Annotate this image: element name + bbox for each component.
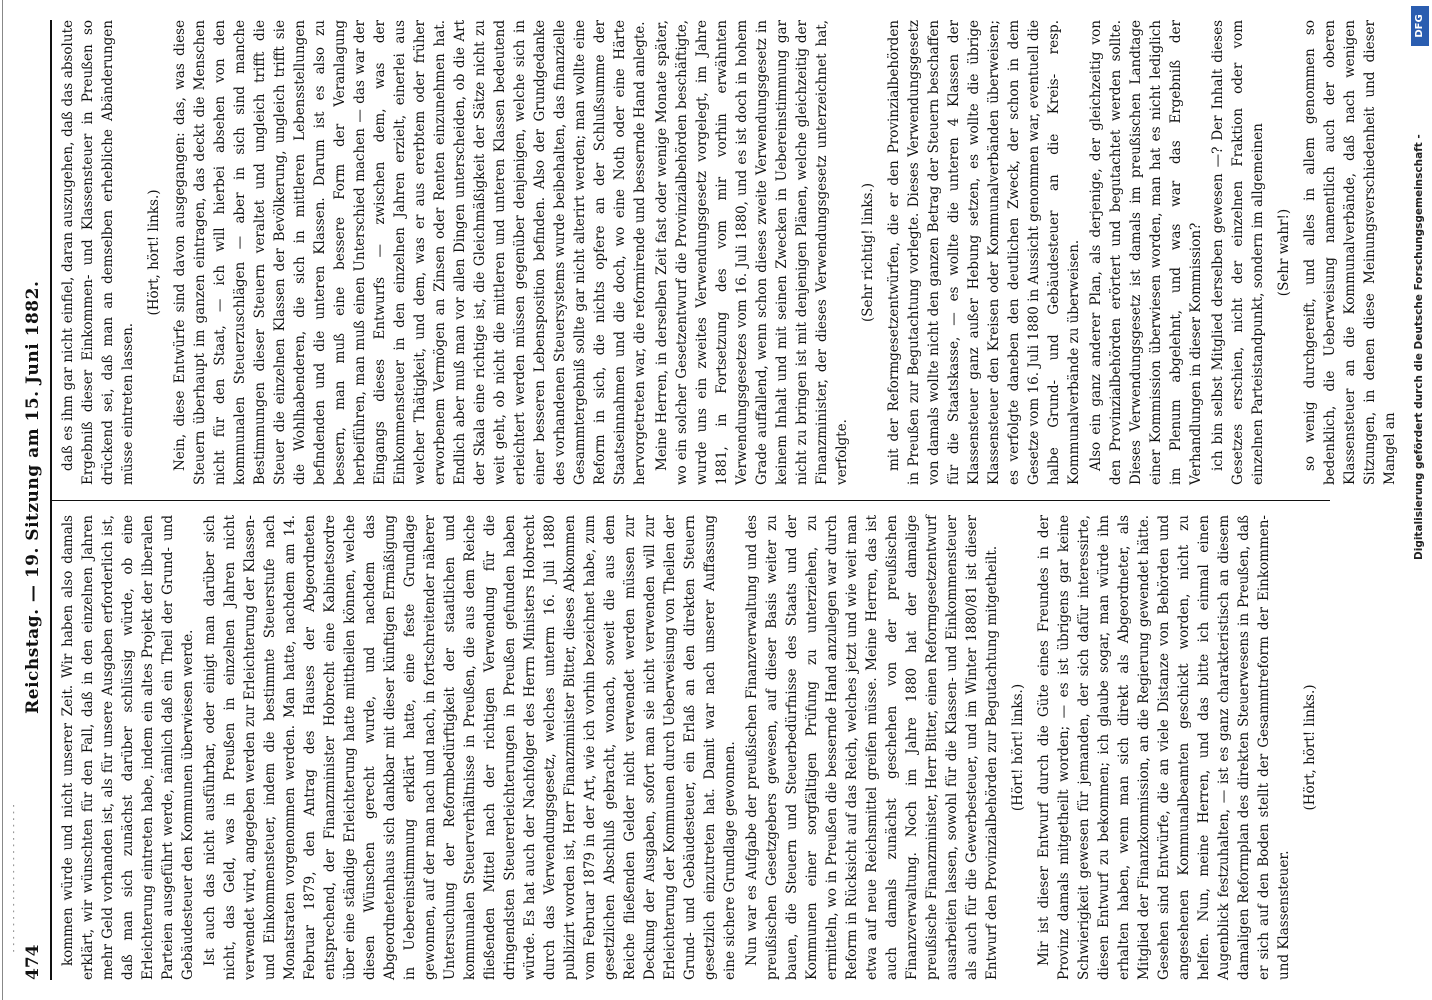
page-body bbox=[10, 20, 1398, 980]
dfg-logo bbox=[1411, 6, 1429, 46]
credit-text: Digitalisierung gefördert durch die Deutsche Forschungsgemeinschaft - bbox=[1413, 134, 1425, 560]
paragraph: Nun war es Aufgabe der preußischen Finanzverwaltung und des preußischen Gesetzgebers gewesen, auf dieser Basis weiter zu bauen, die Steuern und Steuerbedürfnisse des Staats und der Kommunen einer sorgfältigen Prüfung zu unterziehen, zu ermitteln, wo in Preußen die bessernde Hand anzulegen war durch Reform in Rücksicht auf das Reich, welches jetzt und wie weit man etwa auf neue Reichsmittel greifen müsse. Meine Herren, das ist auch damals zunächst geschehen von der preußischen Finanzverwaltung. Noch im Jahre 1880 hat der damalige preußische Finanzminister, Herr Bitter, einen Reformgesetzentwurf ausarbeiten lassen, sowohl für die Klassen- und Einkommensteuer als auch für die Gewerbesteuer, und im Winter 1880/81 ist dieser Entwurf den Provinzialbehörden zur Begutachtung mitgetheilt. bbox=[744, 515, 1000, 980]
column-left bbox=[58, 515, 1328, 980]
interjection: (Hört, hört! links.) bbox=[146, 189, 162, 316]
paragraph: kommen würde und nicht unserer Zeit. Wir haben also damals erklärt, wir wünschten für den Fall, daß in den einzelnen Jahren mehr Geld vorhanden ist, als für unsere Ausgaben erforderlich ist, daß man sich zunächst darüber schlüssig würde, ob eine Erleichterung eintreten habe, indem ein altes Projekt der liberalen Parteien ausgeführt werde, nämlich daß ein Theil der Grund- und Gebäudesteuer den Kommunen überwiesen werde. bbox=[60, 515, 196, 980]
dfg-logo-text: DFG bbox=[1414, 14, 1425, 38]
interjection: (Sehr wahr!) bbox=[1276, 208, 1292, 297]
column-divider bbox=[50, 500, 1330, 501]
interjection: (Hört! hört! links.) bbox=[1010, 683, 1026, 812]
column-right bbox=[58, 20, 1398, 485]
paragraph: Meine Herren, in derselben Zeit fast oder wenige Monate später, wo ein solcher Gesetzentwurf die Provinzialbehörden beschäftigte, wurde uns ein zweites Verwendungsgesetz vorgelegt, im Jahre 1881, in Fortsetzung des vom mir vorhin erwähnten Verwendungsgesetzes vom 16. Juli 1880, und es ist doch in hohem Grade auffallend, wenn schon dieses zweite Verwendungsgesetz in keinem Inhalt und mit seinen Zwecken in Uebereinstimmung gar nicht zu bringen ist mit denjenigen Plänen, welche gleichzeitig der Finanzminister, der dieses Verwendungsgesetz unterzeichnet hat, verfolgte. bbox=[654, 20, 850, 485]
paragraph: Ist auch das nicht ausführbar, oder einigt man darüber sich nicht, das Geld, was in Preußen in einzelnen Jahren nicht verwendet wird, angegeben werden zur Erleichterung der Klassen- und Einkommensteuer, indem die bestimmte Steuerstufe nach Monatsraten vorgenommen werden. Man hatte, nachdem am 14. Februar 1879, den Antrag des Hauses der Abgeordneten entsprechend, der Finanzminister Hobrecht eine Kabinetsordre über eine ständige Erleichterung hatte mittheilen können, welche diesen Wünschen gerecht wurde, und nachdem das Abgeordnetenhaus sich dankbar mit dieser künftigen Ermäßigung in Uebereinstimmung erklärt hatte, eine feste Grundlage gewonnen, auf der man nach und nach, in fortschreitender näherer Untersuchung der Reformbedürftigkeit der staatlichen und kommunalen Steuerverhältnisse in Preußen, die aus dem Reiche fließenden Mittel nach der richtigen Verwendung für die dringendsten Steuererleichterungen in Preußen gefunden haben würde. Es hat auch der Nachfolger des Herrn Ministers Hobrecht durch das Verwendungsgesetz, welches unterm 16. Juli 1880 publizirt worden ist, Herr Finanzminister Bitter, dieses Abkommen vom Februar 1879 in der Art, wie ich vorhin bezeichnet habe, zum gesetzlichen Abschluß gebracht, wonach, soweit die aus dem Reiche fließenden Gelder nicht verwendet werden müssen zur Deckung der Ausgaben, sofort man sie nicht verwenden will zur Erleichterung der Kommunen durch Ueberweisung von Theilen der Grund- und Gebäudesteuer, ein Erlaß an den direkten Steuern gesetzlich einzutreten hat. Damit war nach unserer Auffassung eine sichere Grundlage gewonnen. bbox=[202, 515, 738, 980]
page-number: 474 bbox=[23, 944, 43, 980]
paragraph: so wenig durchgereift, und alles in allem genommen so bedenklich, die Ueberweisung namentlich auch der oberen Klassensteuer an die Kommunalverbände, daß nach wenigen Sitzungen, in denen diese Meinungsverschiedenheit und dieser Mangel an bbox=[1302, 20, 1398, 485]
paragraph: ich bin selbst Mitglied derselben gewesen —? Der Inhalt dieses Gesetzes erschien, nicht der einzelnen Fraktion oder vom einzelnen Parteistandpunkt, sondern im allgemeinen bbox=[1210, 20, 1266, 485]
interjection: (Sehr richtig! links.) bbox=[860, 182, 876, 323]
paragraph: daß es ihm gar nicht einfiel, daran auszugehen, daß das absolute Ergebniß dieser Einkommen- und Klassensteuer in Preußen so drückend sei, daß man an demselben erhebliche Abänderungen müsse eintreten lassen. bbox=[60, 20, 136, 485]
paragraph: Nein, diese Entwürfe sind davon ausgegangen: das, was diese Steuern überhaupt im ganzen eintragen, das deckt die Menschen nicht für den Staat, — ich will hierbei absehen von den kommunalen Steuerzuschlägen — aber in sich sind manche Bestimmungen dieser Steuern veraltet und ungleich trifft die Steuer die einzelnen Klassen der Bevölkerung, ungleich trifft sie die Wohlhabenderen, die sich in mittleren Lebensstellungen befindenden und die unteren Klassen. Darum ist es also zu bessern, man muß eine bessere Form der Veranlagung herbeiführen, man muß einen Unterschied machen — das war der Eingangs dieses Entwurfs — zwischen dem, was der Einkommensteuer in den einzelnen Jahren erzielt, einerlei aus welcher Thätigkeit, und dem, was er aus ererbtem oder früher erworbenem Vermögen an Zinsen oder Renten einzunehmen hat. Endlich aber muß man vor allen Dingen unterscheiden, ob die Art der Skala eine richtige ist, die Gleichmäßigkeit der Sätze nicht zu weit geht, ob nicht die mittleren und unteren Klassen bedeutend erleichtert werden müssen gegenüber denjenigen, welche sich in einer besseren Lebensposition befinden. Also der Grundgedanke des vorhandenen Steuersystems wurde beibehalten, das finanzielle Gesammtergebniß sollte gar nicht alterirt werden; man wollte eine Reform in sich, die nichts opfere an der Schlußsumme der Staatseinnahmen und die doch, wo eine Noth oder eine Härte hervorgetreten war, die reformirende und bessernde Hand anlegte. bbox=[172, 20, 648, 485]
digitization-credit bbox=[1404, 0, 1430, 1000]
page-header bbox=[20, 20, 46, 980]
paragraph: Also ein ganz anderer Plan, als derjenige, der gleichzeitig von den Provinzialbehörden erörtert und begutachtet werden sollte. Dieses Verwendungsgesetz ist damals im preußischen Landtage einer Kommission überwiesen worden, man hat es nicht lediglich im Plenum abgelehnt, und was war das Ergebniß der Verhandlungen in dieser Kommission? bbox=[1088, 20, 1204, 485]
running-title: Reichstag. — 19. Sitzung am 15. Juni 1882. bbox=[23, 280, 43, 714]
paragraph: mit der Reformgesetzentwürfen, die er den Provinzialbehörden in Preußen zur Begutachtung vorlegte. Dieses Verwendungsgesetz von damals wollte nicht den ganzen Betrag der Steuern beschaffen für die Staatskasse, — es wollte die unteren 4 Klassen der Klassensteuer ganz außer Hebung setzen, es wollte die übrige Klassensteuer den Kreisen oder Kommunalverbänden überweisen; es verfolgte daneben den deutlichen Zweck, der schon in dem Gesetze vom 16. Juli 1880 in Aussicht genommen war, eventuell die halbe Grund- und Gebäudesteuer an die Kreis- resp. Kommunalverbände zu überweisen. bbox=[886, 20, 1082, 485]
paragraph: Mir ist dieser Entwurf durch die Güte eines Freundes in der Provinz damals mitgetheilt worden; — es ist übrigens gar keine Schwierigkeit gewesen für jemanden, der sich dafür interessirte, diesen Entwurf zu bekommen; ich glaube sogar, man würde ihn erhalten haben, wenn man sich direkt als Abgeordneter, als Mitglied der Finanzkommission, an die Regierung gewendet hätte. Gesehen sind Entwürfe, die an viele Distanze von Behörden und angesehenen Kommunalbeamten geschickt worden, nicht zu helfen. Nun, meine Herren, und das bitte ich einmal einen Augenblick festzuhalten, — ist es ganz charakteristisch an diesem damaligen Reformplan des direkten Steuerwesens in Preußen, daß er sich auf den Boden stellt der Gesammtreform der Einkommen- und Klassensteuer. bbox=[1036, 515, 1292, 980]
interjection: (Hört, hört! links.) bbox=[1302, 684, 1318, 811]
top-scan-mark: - - - - - - - - - - - - - - - - - - - - - - - bbox=[10, 803, 18, 952]
